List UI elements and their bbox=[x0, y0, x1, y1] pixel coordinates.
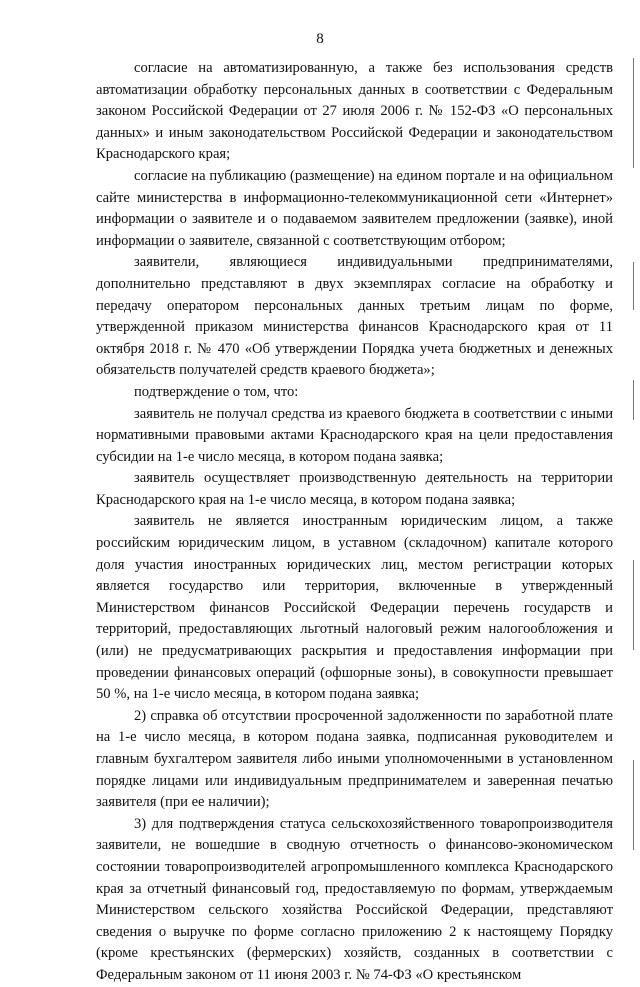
scan-edge-mark bbox=[633, 262, 634, 310]
paragraph-wage-arrears-certificate: 2) справка об отсутствии просроченной задолженности по заработной плате на 1-е число месяца, в котором подана заявка, подписанная руководителем и главным бухгалтером заявителя либо иными уполномоченными в установленном порядке лицами или индивидуальным предпринимателем и заверенная печатью заявителя (при ее наличии); bbox=[96, 707, 613, 811]
page-number: 8 bbox=[316, 31, 324, 47]
paragraph-individual-entrepreneurs: заявители, являющиеся индивидуальными предпринимателями, дополнительно представляют в двух экземплярах согласие на обработку и передачу оператором персональных данных третьим лицам по форме, утвержденной приказом министерства финансов Краснодарского края от 11 октября 2018 г. № 470 «Об утверждении Порядка учета бюджетных и денежных обязательств получателей средств краевого бюджета»; bbox=[96, 254, 613, 379]
scan-edge-mark bbox=[633, 760, 634, 850]
paragraph-not-foreign-entity: заявитель не является иностранным юридическим лицом, а также российским юридическим лицом, в уставном (складочном) капитале которого доля участия иностранных юридических лиц, местом регистрации которых является государство или территория, включенные в утвержденный Министерством финансов Российской Федерации перечень государств и территорий, предоставляющих льготный налоговый режим налогообложения и (или) не предусматривающих раскрытия и предоставления информации при проведении финансовых операций (офшорные зоны), в совокупности превышает 50 %, на 1-е число месяца, в котором подана заявка; bbox=[96, 513, 613, 703]
paragraph-confirmation-intro: подтверждение о том, что: bbox=[134, 383, 299, 400]
scan-edge-mark bbox=[633, 58, 634, 168]
scan-edge-mark bbox=[633, 560, 634, 650]
paragraph-no-regional-funds: заявитель не получал средства из краевого бюджета в соответствии с иными нормативными правовыми актами Краснодарского края на цели предоставления субсидии на 1-е число месяца, в котором подана заявка; bbox=[96, 405, 613, 465]
paragraph-consent-publication: согласие на публикацию (размещение) на едином портале и на официальном сайте министерства в информационно-телекоммуникационной сети «Интернет» информации о заявителе и о подаваемом заявителем предложении (заявке), иной информации о заявителе, связанной с соответствующим отбором; bbox=[96, 167, 613, 249]
paragraph-production-activity: заявитель осуществляет производственную деятельность на территории Краснодарского края на 1-е число месяца, в котором подана заявка; bbox=[96, 470, 613, 508]
paragraph-producer-status: 3) для подтверждения статуса сельскохозяйственного товаропроизводителя заявители, не вошедшие в сводную отчетность о финансово-экономическом состоянии товаропроизводителей агропромышленного комплекса Краснодарского края за отчетный финансовый год, предоставляемую по формам, утверждаемым Министерством сельского хозяйства Российской Федерации, представляют сведения о выручке по форме согласно приложению 2 к настоящему Порядку (кроме крестьянских (фермерских) хозяйств, созданных в соответствии с Федеральным законом от 11 июня 2003 г. № 74-ФЗ «О крестьянском bbox=[96, 815, 613, 983]
document-body bbox=[96, 58, 613, 987]
paragraph-consent-automated-processing: согласие на автоматизированную, а также без использования средств автоматизации обработку персональных данных в соответствии с Федеральным законом Российской Федерации от 27 июля 2006 г. № 152-ФЗ «О персональных данных» и иным законодательством Российской Федерации и законодательством Краснодарского края; bbox=[96, 60, 613, 163]
scan-edge-mark bbox=[633, 380, 634, 420]
